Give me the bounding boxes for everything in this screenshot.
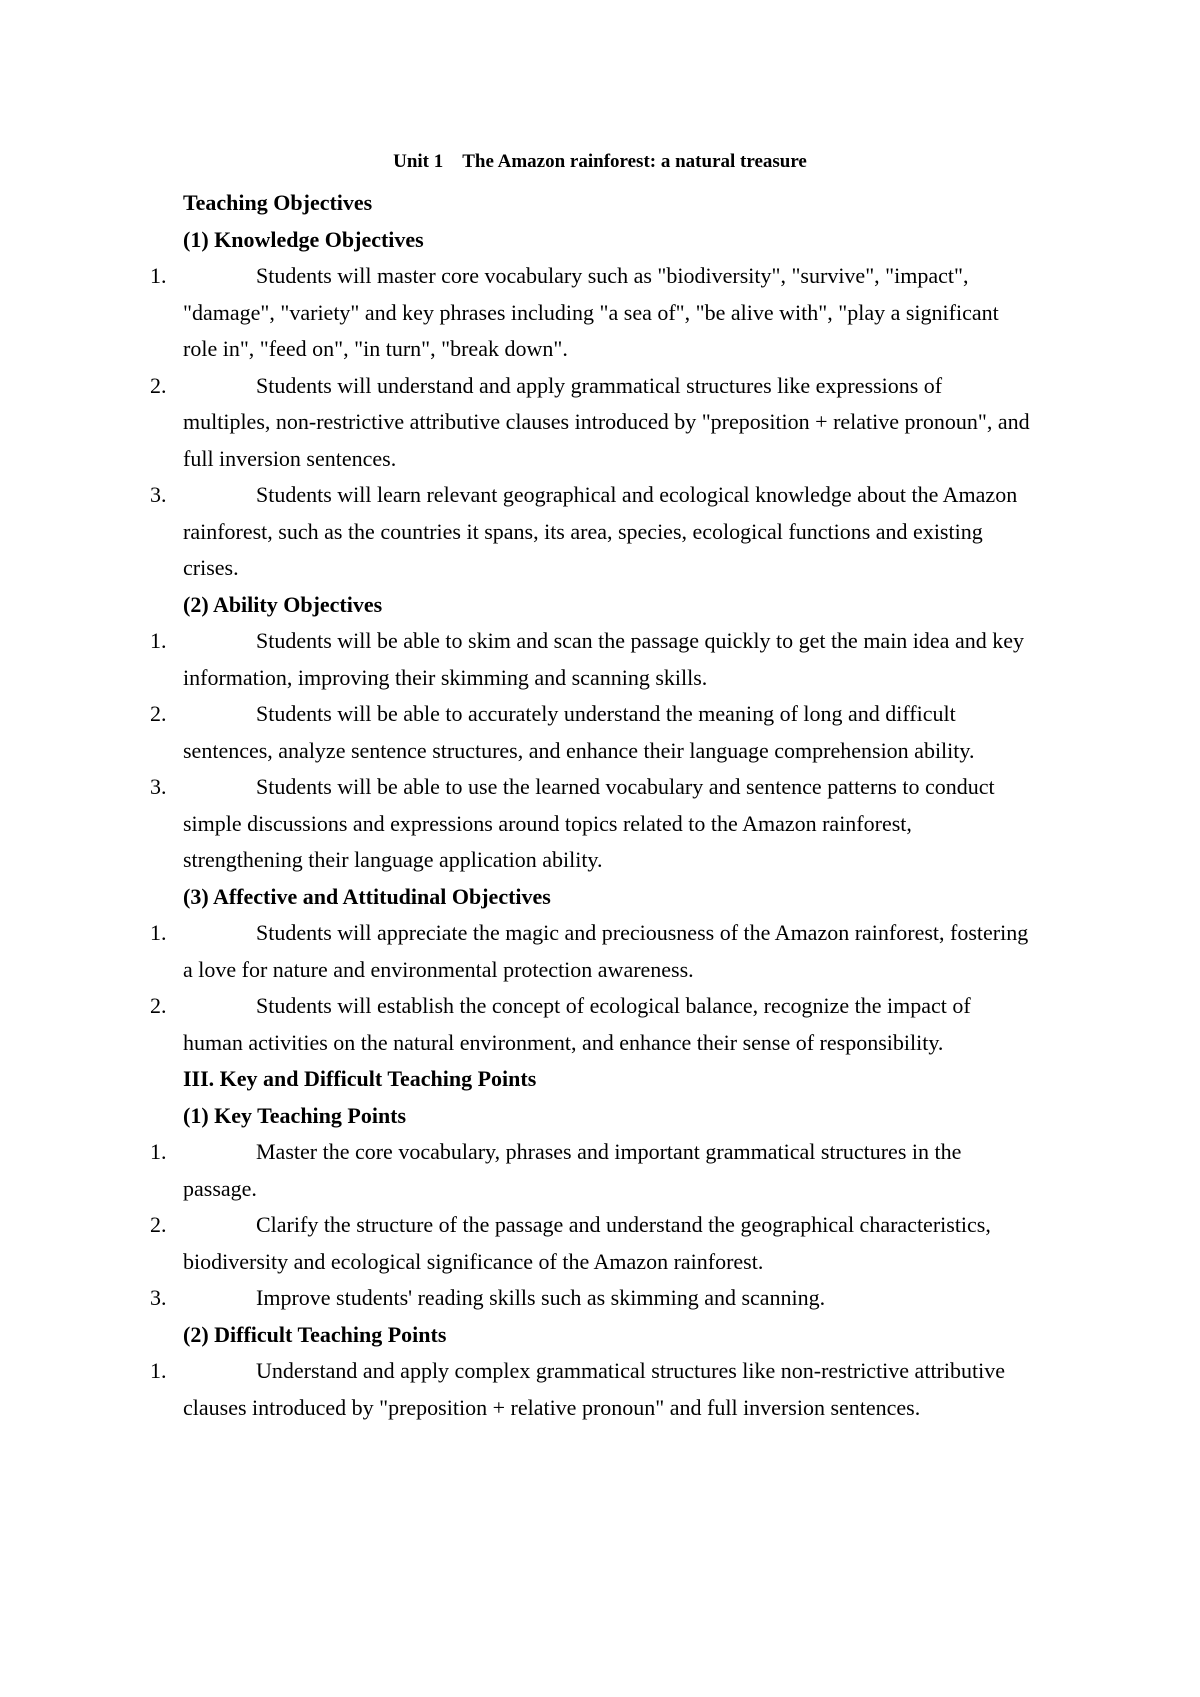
list-item-text: Understand and apply complex grammatical structures like non-restrictive attributive clauses introduced by "preposition + relative pronoun" and full inversion sentences. — [183, 1358, 1005, 1420]
list-item — [150, 1207, 1030, 1280]
list-item — [150, 477, 1030, 587]
section-heading: (3) Affective and Attitudinal Objectives — [183, 883, 551, 909]
list-item-number: 1. — [150, 1139, 167, 1164]
list-item — [150, 1280, 1030, 1317]
section-heading: (2) Difficult Teaching Points — [183, 1321, 447, 1347]
list-item-number: 3. — [150, 482, 167, 507]
list-item-text: Students will appreciate the magic and preciousness of the Amazon rainforest, fostering a love for nature and environmental protection awareness. — [183, 920, 1029, 982]
list-item-text: Clarify the structure of the passage and understand the geographical characteristics, biodiversity and ecological significance of the Amazon rainforest. — [183, 1212, 991, 1274]
numbered-list — [150, 1134, 1030, 1317]
section-heading: (1) Knowledge Objectives — [183, 226, 424, 252]
list-item-text: Students will establish the concept of ecological balance, recognize the impact of human activities on the natural environment, and enhance their sense of responsibility. — [183, 993, 971, 1055]
list-item — [150, 915, 1030, 988]
list-item — [150, 769, 1030, 879]
list-item — [150, 1134, 1030, 1207]
list-item-number: 2. — [150, 701, 167, 726]
section-heading: (2) Ability Objectives — [183, 591, 383, 617]
list-item-text: Students will be able to skim and scan the passage quickly to get the main idea and key information, improving their skimming and scanning skills. — [183, 628, 1024, 690]
list-item-text: Students will be able to accurately understand the meaning of long and difficult sentences, analyze sentence structures, and enhance their language comprehension ability. — [183, 701, 975, 763]
list-item-number: 2. — [150, 993, 167, 1018]
list-item-text: Improve students' reading skills such as skimming and scanning. — [256, 1285, 826, 1310]
section-heading: III. Key and Difficult Teaching Points — [183, 1066, 537, 1091]
list-item-text: Students will be able to use the learned vocabulary and sentence patterns to conduct simple discussions and expressions around topics related to the Amazon rainforest, strengthening their language application ability. — [183, 774, 995, 872]
list-item — [150, 623, 1030, 696]
list-item-number: 1. — [150, 263, 167, 288]
list-item-number: 2. — [150, 372, 167, 398]
document-body — [150, 185, 1030, 1426]
document-title: Unit 1 The Amazon rainforest: a natural treasure — [393, 151, 807, 172]
list-item — [150, 696, 1030, 769]
list-item-number: 2. — [150, 1212, 167, 1237]
numbered-list — [150, 258, 1030, 587]
section-heading: Teaching Objectives — [183, 190, 373, 215]
list-item-text: Students will master core vocabulary such as "biodiversity", "survive", "impact", "damage", "variety" and key phrases including "a sea of", "be alive with", "play a significant role in", "feed on", "in turn", "break down". — [183, 263, 999, 361]
list-item-number: 1. — [150, 628, 167, 653]
list-item-number: 3. — [150, 774, 167, 799]
list-item — [150, 368, 1030, 478]
numbered-list — [150, 623, 1030, 879]
list-item — [150, 1353, 1030, 1426]
list-item-text: Master the core vocabulary, phrases and important grammatical structures in the passage. — [183, 1139, 962, 1201]
list-item-number: 1. — [150, 1358, 167, 1383]
list-item — [150, 258, 1030, 368]
numbered-list — [150, 915, 1030, 1061]
list-item — [150, 988, 1030, 1061]
list-item-number: 3. — [150, 1285, 167, 1310]
list-item-text: Students will learn relevant geographical and ecological knowledge about the Amazon rainforest, such as the countries it spans, its area, species, ecological functions and existing crises. — [183, 482, 1018, 580]
section-heading: (1) Key Teaching Points — [183, 1102, 407, 1128]
list-item-text: Students will understand and apply grammatical structures like expressions of multiples, non-restrictive attributive clauses introduced by "preposition + relative pronoun", and full inversion sentences. — [183, 372, 1030, 471]
numbered-list — [150, 1353, 1030, 1426]
list-item-number: 1. — [150, 920, 167, 945]
